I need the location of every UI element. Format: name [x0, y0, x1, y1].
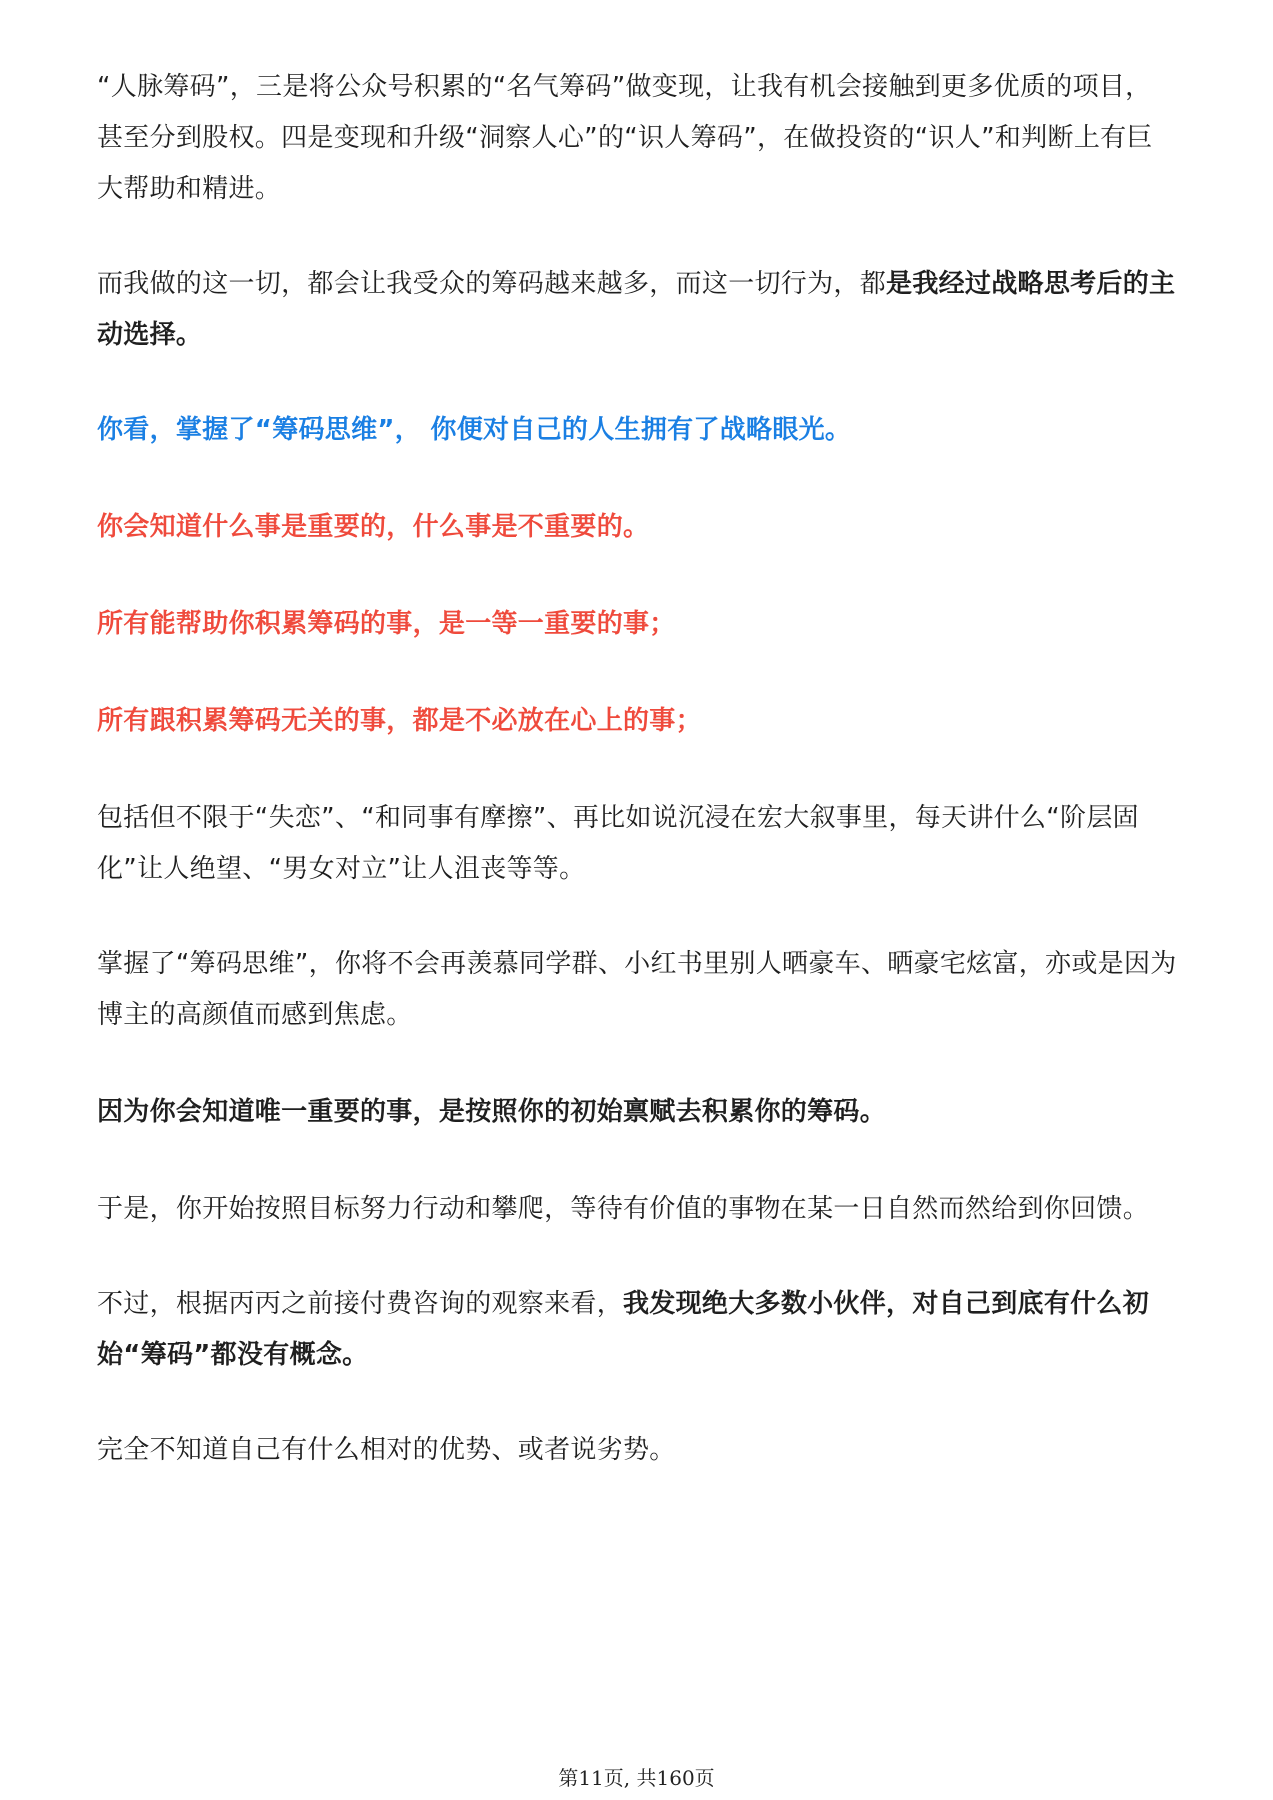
paragraph-action: 于是，你开始按照目标努力行动和攀爬，等待有价值的事物在某一日自然而然给到你回馈。	[97, 1194, 1150, 1224]
paragraph-observation	[97, 1279, 1177, 1381]
highlight-red-statement-1: 你会知道什么事是重要的，什么事是不重要的。	[97, 512, 650, 542]
paragraph-chips-summary: “人脉筹码”，三是将公众号积累的“名气筹码”做变现，让我有机会接触到更多优质的项目，甚至分到股权。四是变现和升级“洞察人心”的“识人筹码”，在做投资的“识人”和判断上有巨大帮助和精进。	[97, 72, 1153, 204]
highlight-red-statement-3: 所有跟积累筹码无关的事，都是不必放在心上的事；	[97, 706, 702, 736]
paragraph-text: 而我做的这一切，都会让我受众的筹码越来越多，而这一切行为，都	[97, 269, 887, 299]
paragraph-no-envy: 掌握了“筹码思维”，你将不会再羡慕同学群、小红书里别人晒豪车、晒豪宅炫富，亦或是因为博主的高颜值而感到焦虑。	[97, 949, 1177, 1030]
bold-emphasis: 是我经过战略思考后的主动选择。	[97, 269, 1176, 350]
highlight-red-statement-2: 所有能帮助你积累筹码的事，是一等一重要的事；	[97, 609, 676, 639]
paragraph-text: 不过，根据丙丙之前接付费咨询的观察来看，	[97, 1289, 624, 1319]
bold-statement: 因为你会知道唯一重要的事，是按照你的初始禀赋去积累你的筹码。	[97, 1097, 887, 1127]
paragraph-conclusion: 完全不知道自己有什么相对的优势、或者说劣势。	[97, 1435, 676, 1465]
paragraph-examples: 包括但不限于“失恋”、“和同事有摩擦”、再比如说沉浸在宏大叙事里，每天讲什么“阶层固化”让人绝望、“男女对立”让人沮丧等等。	[97, 803, 1139, 884]
article-body	[97, 62, 1177, 1476]
page-number-footer: 第11页, 共160页	[558, 1766, 715, 1790]
paragraph-strategic-choice	[97, 259, 1177, 361]
bold-emphasis: 我发现绝大多数小伙伴，对自己到底有什么初始“筹码”都没有概念。	[97, 1289, 1150, 1370]
highlight-blue-statement: 你看，掌握了“筹码思维”， 你便对自己的人生拥有了战略眼光。	[97, 415, 852, 445]
